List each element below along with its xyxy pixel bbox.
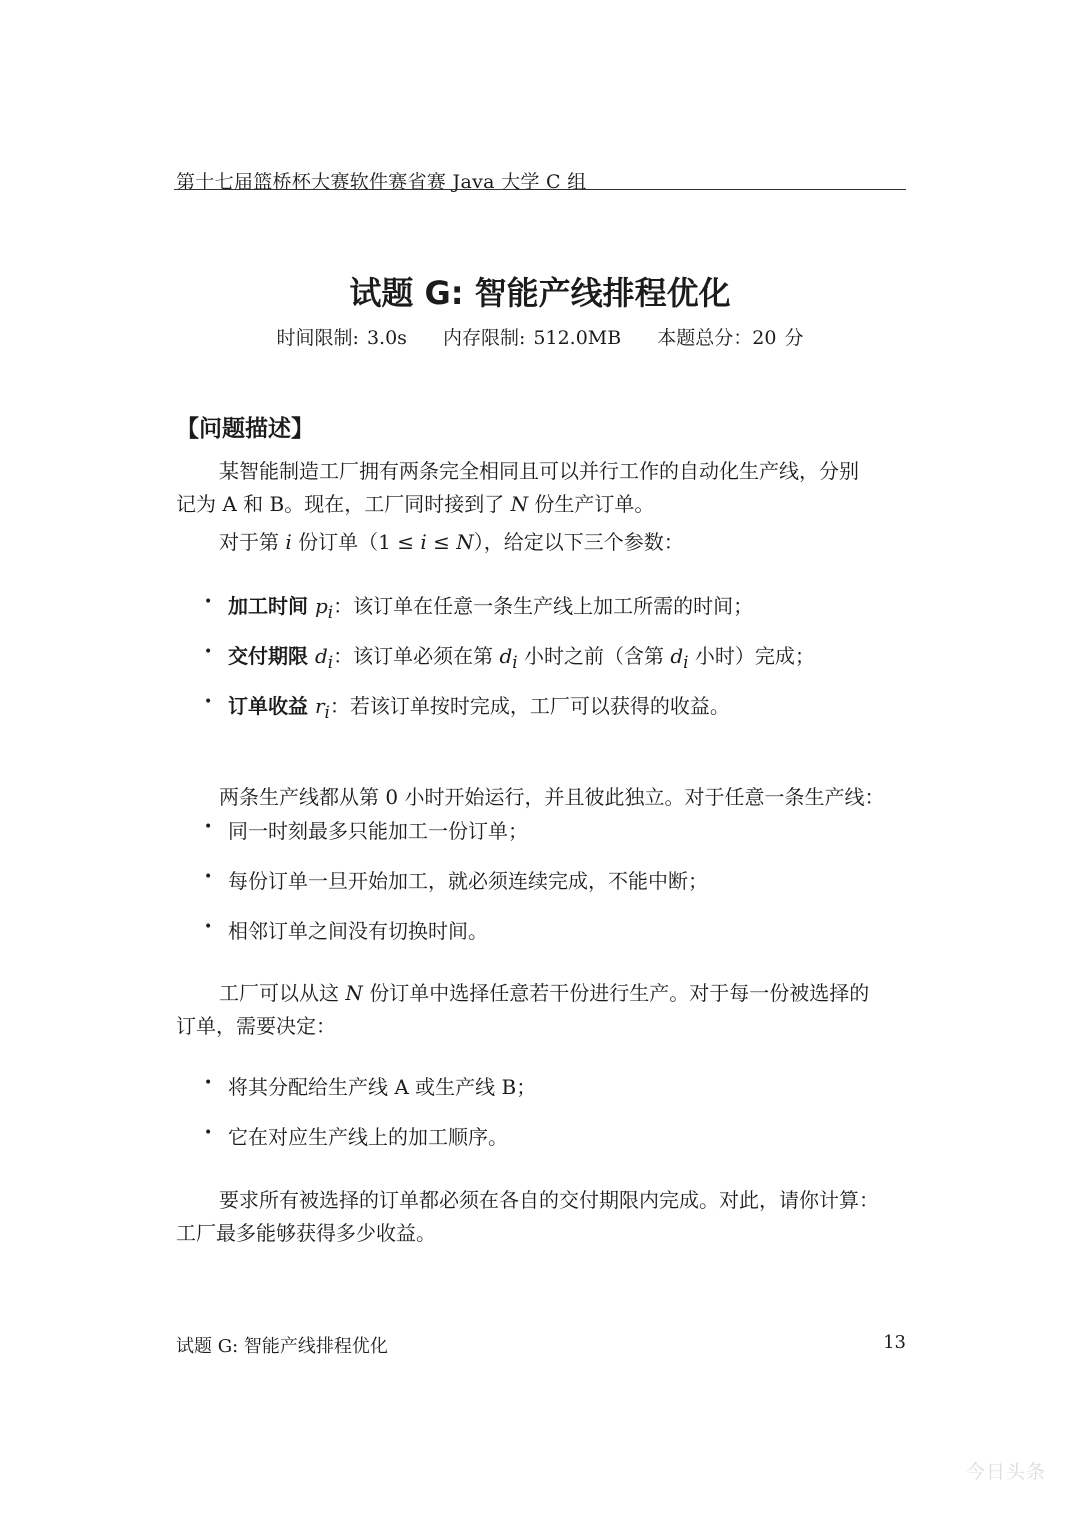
math-subscript: i <box>683 653 689 672</box>
paragraph-line-rules-intro <box>176 781 908 810</box>
paragraph-text: ≤ <box>426 530 457 554</box>
paragraph-task-line-1 <box>176 1184 908 1213</box>
math-variable: d <box>499 644 513 668</box>
paragraph-selection-line-2 <box>176 1010 908 1039</box>
math-subscript: i <box>327 653 334 672</box>
paragraph-text: 对于第 <box>219 530 286 554</box>
footer-title: 试题 G: 智能产线排程优化 <box>176 1336 388 1357</box>
list-item-decision-1 <box>206 1071 906 1100</box>
paragraph-intro-line-1 <box>176 455 908 484</box>
math-variable: N <box>510 492 529 516</box>
list-item-text: 小时）完成； <box>688 644 815 668</box>
list-item-text: 小时之前（含第 <box>517 644 671 668</box>
term-label: 加工时间 <box>228 594 315 618</box>
list-item-text: ：该订单必须在第 <box>333 644 500 668</box>
paragraph-selection-line-1 <box>176 977 908 1006</box>
math-variable: N <box>345 981 363 1005</box>
paragraph-intro-line-2 <box>176 488 908 517</box>
running-title: 第十七届篮桥杯大赛软件赛省赛 Java 大学 C 组 <box>176 171 587 193</box>
term-label: 订单收益 <box>228 694 315 718</box>
memory-limit: 内存限制: 512.0MB <box>442 327 622 349</box>
paragraph-text: 工厂最多能够获得多少收益。 <box>176 1221 436 1245</box>
list-item-processing-time <box>206 590 906 622</box>
list-item-text: 将其分配给生产线 A 或生产线 B； <box>228 1075 537 1099</box>
math-variable: d <box>670 644 684 668</box>
paragraph-text: 份生产订单。 <box>528 492 655 516</box>
paragraph-task-line-2 <box>176 1217 908 1246</box>
list-item-text: ：该订单在任意一条生产线上加工所需的时间； <box>333 594 754 618</box>
paragraph-text: 两条生产线都从第 0 小时开始运行，并且彼此独立。对于任意一条生产线： <box>219 785 885 809</box>
math-subscript: i <box>327 603 334 622</box>
paragraph-text: 订单，需要决定： <box>176 1014 336 1038</box>
math-variable: d <box>314 644 328 668</box>
math-variable: r <box>314 694 325 718</box>
paragraph-text: 记为 A 和 B。现在，工厂同时接到了 <box>176 492 511 516</box>
paragraph-text: 工厂可以从这 <box>219 981 346 1005</box>
list-item-rule-3 <box>206 915 906 944</box>
watermark: 今日头条 <box>965 1461 1046 1483</box>
paragraph-text: 份订单（1 ≤ <box>291 530 421 554</box>
term-label: 交付期限 <box>228 644 315 668</box>
math-variable: N <box>456 530 474 554</box>
list-item-rule-2 <box>206 865 906 894</box>
list-item-text: 每份订单一旦开始加工，就必须连续完成，不能中断； <box>228 869 708 893</box>
paragraph-text: 某智能制造工厂拥有两条完全相同且可以并行工作的自动化生产线，分别 <box>219 459 859 483</box>
time-limit: 时间限制: 3.0s <box>276 327 407 349</box>
math-variable: p <box>314 594 328 618</box>
paragraph-text: 要求所有被选择的订单都必须在各自的交付期限内完成。对此，请你计算： <box>219 1188 879 1212</box>
list-item-text: 同一时刻最多只能加工一份订单； <box>228 819 528 843</box>
section-heading: 【问题描述】 <box>176 416 314 442</box>
math-variable: i <box>285 530 292 554</box>
problem-limits <box>0 323 1080 350</box>
list-item-text: ：若该订单按时完成，工厂可以获得的收益。 <box>329 694 730 718</box>
paragraph-text: ），给定以下三个参数： <box>473 530 684 554</box>
list-item-text: 相邻订单之间没有切换时间。 <box>228 919 488 943</box>
paragraph-text: 份订单中选择任意若干份进行生产。对于每一份被选择的 <box>362 981 870 1005</box>
paragraph-params-intro <box>176 526 908 555</box>
problem-title: 试题 G: 智能产线排程优化 <box>349 274 731 312</box>
math-variable: i <box>420 530 427 554</box>
list-item-due-date <box>206 640 906 672</box>
math-subscript: i <box>512 653 518 672</box>
total-score: 本题总分：20 分 <box>657 327 804 349</box>
math-subscript: i <box>324 703 330 722</box>
list-item-rule-1 <box>206 815 906 844</box>
list-item-decision-2 <box>206 1121 906 1150</box>
list-item-revenue <box>206 690 906 722</box>
header-rule <box>174 189 906 190</box>
list-item-text: 它在对应生产线上的加工顺序。 <box>228 1125 508 1149</box>
page-number: 13 <box>883 1332 906 1353</box>
